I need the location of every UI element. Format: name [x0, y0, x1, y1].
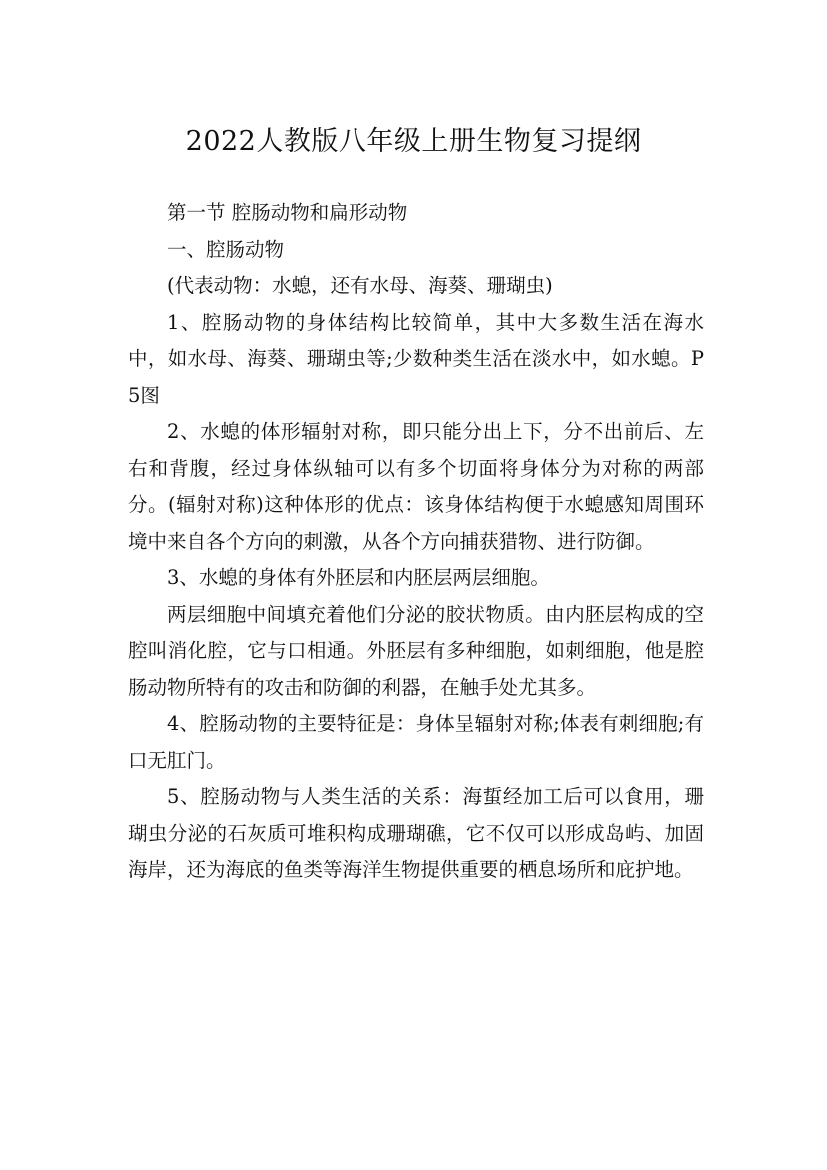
paragraph-point-5: 5、腔肠动物与人类生活的关系：海蜇经加工后可以食用，珊瑚虫分泌的石灰质可堆积构成珊瑚礁，它不仅可以形成岛屿、加固海岸，还为海底的鱼类等海洋生物提供重要的栖息场所和庇护地。: [128, 785, 704, 881]
subsection-heading: 一、腔肠动物: [167, 237, 285, 261]
section-heading: 第一节 腔肠动物和扁形动物: [167, 201, 408, 224]
document-body: [128, 195, 704, 889]
paragraph-point-4: 4、腔肠动物的主要特征是：身体呈辐射对称;体表有刺细胞;有口无肛门。: [128, 712, 704, 772]
representative-animals-note: (代表动物：水螅，还有水母、海葵、珊瑚虫): [167, 274, 553, 297]
paragraph-point-1: 1、腔肠动物的身体结构比较简单，其中大多数生活在海水中，如水母、海葵、珊瑚虫等;少数种类生活在淡水中，如水螅。P5图: [128, 310, 704, 407]
document-title: 2022人教版八年级上册生物复习提纲: [185, 126, 642, 158]
paragraph-point-3-detail: 两层细胞中间填充着他们分泌的胶状物质。由内胚层构成的空腔叫消化腔，它与口相通。外胚层有多种细胞，如刺细胞，他是腔肠动物所特有的攻击和防御的利器，在触手处尤其多。: [128, 602, 704, 699]
paragraph-point-3: 3、水螅的身体有外胚层和内胚层两层细胞。: [167, 566, 550, 589]
paragraph-point-2: 2、水螅的体形辐射对称，即只能分出上下，分不出前后、左右和背腹，经过身体纵轴可以有多个切面将身体分为对称的两部分。(辐射对称)这种体形的优点：该身体结构便于水螅感知周围环境中来自各个方向的刺激，从各个方向捕获猎物、进行防御。: [128, 420, 704, 553]
